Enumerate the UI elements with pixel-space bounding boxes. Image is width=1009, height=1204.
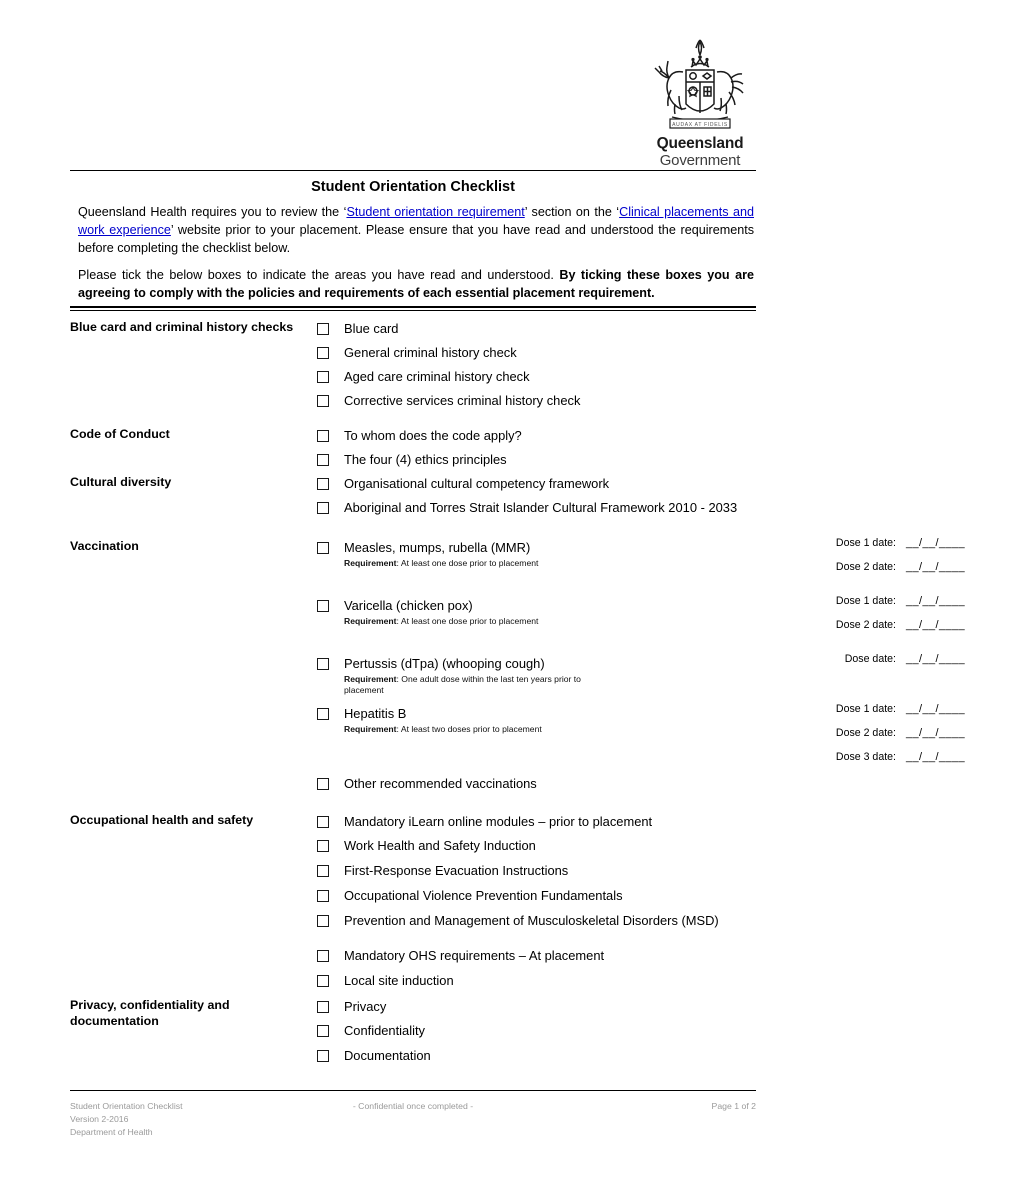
checklist-row	[317, 998, 756, 1022]
checklist-row	[317, 320, 756, 344]
dose-date-label: Dose 3 date:	[835, 751, 896, 763]
requirement-note	[344, 724, 594, 735]
checklist-row	[317, 653, 966, 696]
footer-confidentiality-note: - Confidential once completed -	[352, 1101, 474, 1111]
dose-date-row	[834, 537, 1009, 549]
intro-text	[78, 204, 754, 302]
checklist-item-label: Mandatory OHS requirements – At placement	[344, 948, 605, 963]
checklist-row-body	[344, 972, 756, 989]
checklist-row-body	[344, 392, 756, 409]
requirement-text: : At least one dose prior to placement	[396, 558, 539, 569]
checklist-row-body	[344, 998, 756, 1015]
checkbox[interactable]	[317, 708, 329, 720]
checklist-row	[317, 537, 966, 573]
queensland-state-crest-icon	[648, 34, 752, 134]
dose-date-label: Dose 1 date:	[835, 595, 896, 607]
checkbox[interactable]	[317, 347, 329, 359]
checkbox[interactable]	[317, 395, 329, 407]
dose-date-input[interactable]: __/__/____	[906, 727, 966, 739]
checkbox[interactable]	[317, 430, 329, 442]
dose-date-input[interactable]: __/__/____	[906, 653, 966, 665]
requirement-note	[344, 674, 594, 696]
requirement-label: Requirement	[344, 724, 397, 735]
queensland-government-logo	[645, 34, 755, 169]
checklist-row-body	[344, 320, 756, 337]
checklist-row	[317, 1022, 756, 1046]
checklist-body	[70, 316, 966, 1076]
footer-version: Version 2-2016	[70, 1113, 129, 1124]
checklist-item-label: Corrective services criminal history check	[344, 393, 581, 408]
checklist-row	[317, 475, 756, 499]
dose-date-group	[834, 537, 1009, 585]
dose-date-row	[834, 561, 1009, 573]
dose-date-input[interactable]: __/__/____	[906, 619, 966, 631]
requirement-text: : At least two doses prior to placement	[396, 724, 542, 735]
checkbox[interactable]	[317, 778, 329, 790]
footer-doc-name: Student Orientation Checklist	[70, 1101, 183, 1111]
logo-wordmark	[645, 136, 755, 169]
checklist-item-label: The four (4) ethics principles	[344, 452, 507, 467]
section-heading: Privacy, confidentiality and documentation	[70, 998, 230, 1028]
section-heading: Cultural diversity	[70, 475, 172, 489]
checklist-row-body	[344, 499, 756, 516]
checkbox[interactable]	[317, 840, 329, 852]
checklist-item-label: Documentation	[344, 1048, 431, 1063]
checklist-row	[317, 344, 756, 368]
checkbox[interactable]	[317, 950, 329, 962]
checkbox[interactable]	[317, 975, 329, 987]
dose-date-row	[834, 751, 1009, 763]
checklist-item-label: General criminal history check	[344, 345, 517, 360]
checklist-row-body	[344, 862, 756, 879]
intro-p1-part1: Queensland Health requires you to review the ‘	[78, 205, 347, 219]
dose-date-group	[834, 595, 1009, 643]
requirement-text: : One adult dose within the last ten years prior to placement	[344, 674, 581, 696]
checklist-row	[317, 912, 756, 936]
checklist-item-label: Prevention and Management of Musculoskeletal Disorders (MSD)	[344, 913, 719, 928]
intro-p2-normal: Please tick the below boxes to indicate the areas you have read and understood.	[78, 267, 560, 282]
dose-date-label: Dose 2 date:	[835, 561, 896, 573]
dose-date-row	[834, 619, 1009, 631]
checkbox[interactable]	[317, 542, 329, 554]
page-title: Student Orientation Checklist	[311, 179, 515, 195]
dose-date-input[interactable]: __/__/____	[906, 561, 966, 573]
checklist-row	[317, 703, 966, 763]
checklist-row	[317, 972, 756, 996]
dose-date-label: Dose 1 date:	[835, 537, 896, 549]
dose-date-row	[834, 727, 1009, 739]
checklist-row	[317, 947, 756, 971]
checklist-row-body	[344, 451, 756, 468]
checklist-item-label: To whom does the code apply?	[344, 428, 522, 443]
checklist-item-label: Organisational cultural competency framework	[344, 476, 610, 491]
checkbox[interactable]	[317, 915, 329, 927]
checklist-item-label: Other recommended vaccinations	[344, 776, 537, 791]
checklist-row	[317, 1047, 756, 1071]
checklist-item-label: Local site induction	[344, 973, 454, 988]
dose-date-input[interactable]: __/__/____	[906, 703, 966, 715]
requirement-label: Requirement	[344, 674, 397, 685]
intro-paragraph-2	[78, 267, 754, 303]
intro-p2-bold: By ticking these boxes you are agreeing to comply with the policies and requirements of each essential placement requirement.	[78, 267, 754, 300]
checklist-top-divider	[70, 306, 756, 311]
checkbox[interactable]	[317, 478, 329, 490]
dose-date-input[interactable]: __/__/____	[906, 751, 966, 763]
dose-date-row	[834, 595, 1009, 607]
checklist-item-label: Aged care criminal history check	[344, 369, 530, 384]
checklist-item-label: Occupational Violence Prevention Fundamentals	[344, 888, 623, 903]
requirement-label: Requirement	[344, 558, 397, 569]
checkbox[interactable]	[317, 1025, 329, 1037]
checkbox[interactable]	[317, 890, 329, 902]
requirement-note	[344, 558, 594, 569]
checklist-row	[317, 368, 756, 392]
checklist-item-label: Aboriginal and Torres Strait Islander Cultural Framework 2010 - 2033	[344, 500, 738, 515]
checklist-item-label: Varicella (chicken pox)	[344, 598, 473, 613]
clinical-placements-link[interactable]: Clinical placements and work experience	[78, 205, 754, 237]
checklist-item-label: Mandatory iLearn online modules – prior to placement	[344, 814, 653, 829]
checklist-row-body	[344, 947, 756, 964]
checklist-row-body	[344, 837, 756, 854]
checkbox[interactable]	[317, 1050, 329, 1062]
dose-date-row	[834, 703, 1009, 715]
checklist-row	[317, 451, 756, 475]
requirement-label: Requirement	[344, 616, 397, 627]
requirement-text: : At least one dose prior to placement	[396, 616, 539, 627]
dose-date-group	[834, 703, 1009, 775]
checkbox[interactable]	[317, 454, 329, 466]
checkbox[interactable]	[317, 600, 329, 612]
dose-date-label: Dose 2 date:	[835, 619, 896, 631]
section-heading: Occupational health and safety	[70, 813, 254, 827]
checklist-item-label: Work Health and Safety Induction	[344, 838, 536, 853]
checklist-row	[317, 837, 756, 861]
checklist-row-body	[344, 813, 756, 830]
checklist-row-body	[344, 475, 756, 492]
footer-divider	[70, 1090, 756, 1091]
checklist-item-label: Privacy	[344, 999, 387, 1014]
checklist-row-body	[344, 1022, 756, 1039]
checklist-row-body	[344, 912, 756, 929]
checklist-row-body	[344, 775, 756, 792]
checklist-item-label: Hepatitis B	[344, 706, 407, 721]
footer-page-number: Page 1 of 2	[711, 1101, 756, 1111]
checklist-row-body	[344, 427, 756, 444]
dose-date-input[interactable]: __/__/____	[906, 537, 966, 549]
checklist-row-body	[344, 655, 594, 696]
checklist-item-label: Pertussis (dTpa) (whooping cough)	[344, 656, 545, 671]
dose-date-group	[834, 653, 1009, 677]
requirement-note	[344, 616, 594, 627]
checklist-item-label: Confidentiality	[344, 1023, 425, 1038]
checklist-row	[317, 813, 756, 837]
logo-government-text: Government	[659, 151, 741, 169]
intro-p1-part2: ’ section on the ‘	[524, 205, 620, 219]
checklist-row-body	[344, 539, 594, 569]
checklist-row	[317, 775, 756, 799]
student-orientation-requirement-link[interactable]: Student orientation requirement	[346, 205, 525, 219]
intro-paragraph-1	[78, 204, 754, 258]
checklist-row	[317, 392, 756, 416]
checklist-row	[317, 595, 966, 631]
checklist-row-body	[344, 705, 594, 735]
checklist-item-label: Blue card	[344, 321, 399, 336]
checklist-row-body	[344, 887, 756, 904]
header-divider	[70, 170, 756, 171]
checklist-row-body	[344, 344, 756, 361]
checklist-row-body	[344, 1047, 756, 1064]
checklist-item-label: Measles, mumps, rubella (MMR)	[344, 540, 531, 555]
logo-queensland-text: Queensland	[656, 135, 744, 152]
checkbox[interactable]	[317, 865, 329, 877]
checklist-row	[317, 862, 756, 886]
dose-date-label: Dose 1 date:	[835, 703, 896, 715]
section-heading: Blue card and criminal history checks	[70, 320, 294, 334]
checklist-row-body	[344, 368, 756, 385]
dose-date-row	[834, 653, 1009, 665]
checkbox[interactable]	[317, 816, 329, 828]
checklist-item-label: First-Response Evacuation Instructions	[344, 863, 569, 878]
dose-date-label: Dose date:	[844, 653, 896, 665]
dose-date-label: Dose 2 date:	[835, 727, 896, 739]
checkbox[interactable]	[317, 658, 329, 670]
footer-department: Department of Health	[70, 1126, 153, 1137]
section-heading: Code of Conduct	[70, 427, 170, 441]
checklist-row	[317, 427, 756, 451]
checkbox[interactable]	[317, 1001, 329, 1013]
checklist-row	[317, 499, 756, 523]
checklist-row-body	[344, 597, 594, 627]
intro-p1-part3: ’ website prior to your placement. Please ensure that you have read and understood the requirements before completing the checklist below.	[78, 222, 755, 255]
section-heading: Vaccination	[70, 539, 139, 553]
checkbox[interactable]	[317, 323, 329, 335]
checkbox[interactable]	[317, 371, 329, 383]
crest-motto-text: AUDAX AT FIDELIS	[672, 121, 728, 128]
checklist-row	[317, 887, 756, 911]
checkbox[interactable]	[317, 502, 329, 514]
dose-date-input[interactable]: __/__/____	[906, 595, 966, 607]
